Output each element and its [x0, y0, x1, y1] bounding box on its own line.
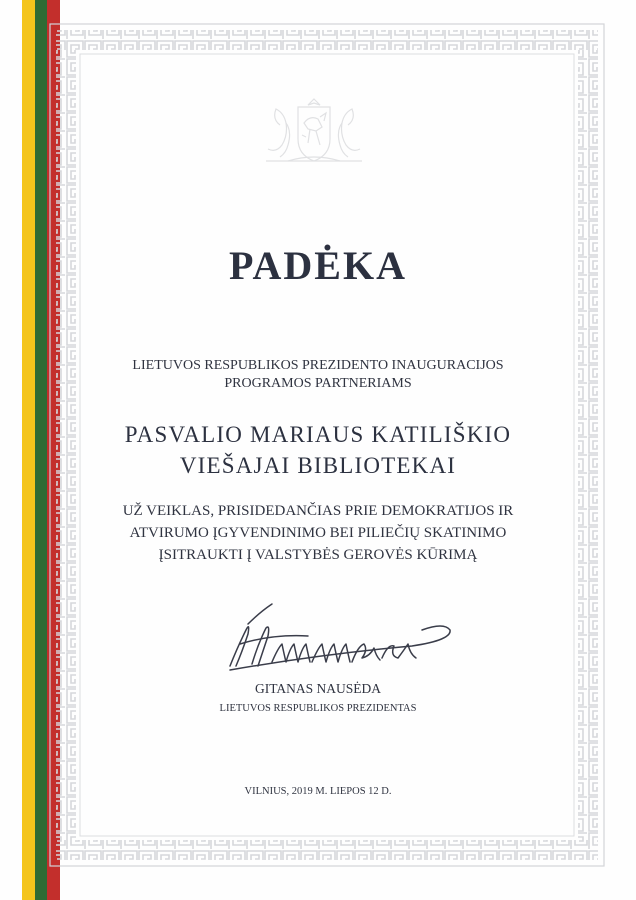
- reason-line: ĮSITRAUKTI Į VALSTYBĖS GEROVĖS KŪRIMĄ: [158, 547, 478, 563]
- reason-line: ATVIRUMO ĮGYVENDINIMO BEI PILIEČIŲ SKATINIMO: [129, 525, 507, 541]
- award-reason: [60, 500, 576, 566]
- signer-name: GITANAS NAUSĖDA: [254, 681, 382, 696]
- place-and-date: VILNIUS, 2019 M. LIEPOS 12 D.: [244, 786, 392, 797]
- subtitle-line: LIETUVOS RESPUBLIKOS PREZIDENTO INAUGURACIJOS: [132, 358, 504, 373]
- subtitle-line: PROGRAMOS PARTNERIAMS: [224, 376, 412, 391]
- ribbon-yellow-stripe: [22, 0, 35, 900]
- certificate-subtitle: [60, 357, 576, 393]
- handwritten-signature: [212, 600, 460, 680]
- reason-line: UŽ VEIKLAS, PRISIDEDANČIAS PRIE DEMOKRATIJOS IR: [122, 503, 514, 519]
- recipient-line: VIEŠAJAI BIBLIOTEKAI: [179, 453, 457, 478]
- certificate-title: PADĖKA: [229, 243, 407, 288]
- lithuania-coat-of-arms-icon: [258, 95, 370, 167]
- recipient-name: [40, 419, 596, 481]
- recipient-line: PASVALIO MARIAUS KATILIŠKIO: [124, 422, 512, 447]
- signer-title: LIETUVOS RESPUBLIKOS PREZIDENTAS: [219, 703, 417, 714]
